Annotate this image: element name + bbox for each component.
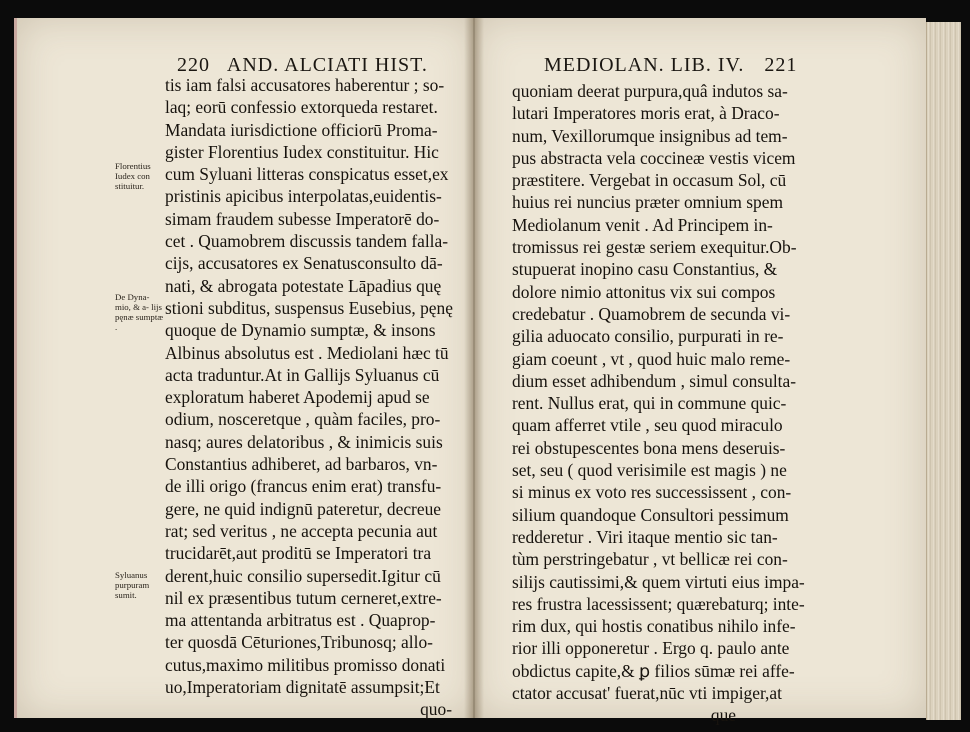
page-edges [926, 22, 961, 720]
text-line: si minus ex voto res successissent , con- [512, 482, 792, 503]
text-line: silijs cautissimi,& quem virtuti eius impa- [512, 571, 805, 592]
text-line: obdictus capite,& ꝑ filios sūmæ rei affe- [512, 660, 795, 681]
text-line: exploratum haberet Apodemij apud se [165, 387, 430, 408]
left-page [14, 18, 475, 718]
text-line: nati, & abrogata potestate Lāpadius quę [165, 275, 442, 296]
text-line: credebatur . Quamobrem de secunda vi- [512, 303, 791, 324]
text-line: huius rei nuncius præter omnium spem [512, 192, 783, 213]
text-line: giam coeunt , vt , quod huic malo reme- [512, 348, 791, 369]
text-line: silium quandoque Consultori pessimum [512, 504, 789, 525]
text-line: quoniam deerat purpura,quâ indutos sa- [512, 81, 788, 101]
text-line: dolore nimio attonitus vix sui compos [512, 281, 776, 302]
text-line: num, Vexillorumque insignibus ad tem- [512, 125, 788, 146]
left-page-number: 220 [177, 54, 210, 76]
text-line: Albinus absolutus est . Mediolani hæc tū [165, 342, 449, 363]
text-line: rat; sed veritus , ne accepta pecunia aut [165, 520, 438, 541]
text-line: set, seu ( quod verisimile est magis ) ne [512, 460, 787, 481]
text-line: res frustra lacessissent; quærebaturq; inte- [512, 593, 805, 614]
text-line: cutus,maximo militibus promisso donati [165, 654, 446, 675]
right-page [474, 18, 926, 726]
text-line: uo,Imperatoriam dignitatē assumpsit;Et [165, 677, 440, 698]
text-line: acta traduntur.At in Gallijs Syluanus cū [165, 364, 440, 385]
text-line: laq; eorū confessio extorqueda restaret. [165, 97, 438, 118]
text-line: Mandata iurisdictione officiorū Proma- [165, 119, 438, 140]
text-line: lutari Imperatores moris erat, à Draco- [512, 103, 780, 124]
text-line: Mediolanum venit . Ad Principem in- [512, 214, 773, 235]
text-line: cijs, accusatores ex Senatusconsulto dā- [165, 253, 443, 274]
text-line: Constantius adhiberet, ad barbaros, vn- [165, 454, 438, 475]
text-line: ctator accusat' fuerat,nūc vti impiger,at [512, 683, 782, 704]
text-line: rei obstupescentes bona mens deseruis- [512, 437, 786, 458]
text-line: odium, nosceretque , quàm faciles, pro- [165, 409, 441, 430]
text-line: gister Florentius Iudex constituitur. Hic [165, 141, 439, 162]
right-page-number: 221 [764, 54, 798, 76]
text-line: ma attentanda arbitratus est . Quaprop- [165, 610, 436, 631]
text-line: cet . Quamobrem discussis tandem falla- [165, 231, 448, 252]
margin-note-florentius: Florentius Iudex con stituitur. [115, 161, 151, 191]
text-line: derent,huic consilio supersedit.Igitur cū [165, 565, 441, 586]
text-line: cum Syluani litteras conspicatus esset,ex [165, 164, 449, 185]
right-running-head [544, 54, 797, 77]
left-head-title: AND. ALCIATI HIST. [226, 54, 428, 76]
right-head-title: MEDIOLAN. LIB. IV. [544, 54, 745, 76]
text-line: pus abstracta vela coccineæ vestis vicem [512, 147, 796, 168]
text-line: nasq; aures delatoribus , & inimicis suis [165, 431, 443, 452]
text-line: pristinis apicibus interpolatas,euidentis- [165, 186, 442, 207]
margin-note-dynamio: De Dyna- mio, & a- lijs pęnæ sumptæ . [115, 292, 164, 332]
text-line: gilia aduocato consilio, purpurati in re- [512, 326, 784, 347]
text-line: nil ex præsentibus tutum cerneret,extre- [165, 587, 442, 608]
right-body-text [512, 80, 822, 727]
text-line: ter quosdā Cēturiones,Tribunosq; allo- [165, 632, 433, 653]
left-catchword: quo- [420, 699, 452, 720]
text-line: rent. Nullus erat, qui in commune quic- [512, 393, 787, 414]
left-body-text [165, 74, 470, 721]
text-line: simam fraudem subesse Imperatorē do- [165, 208, 440, 229]
text-line: tis iam falsi accusatores haberentur ; so- [165, 75, 445, 95]
text-line: trucidarēt,aut proditū se Imperatori tra [165, 543, 432, 564]
text-line: dium esset adhibendum , simul consulta- [512, 370, 797, 391]
right-catchword: que [710, 705, 736, 726]
text-line: præstitere. Vergebat in occasum Sol, cū [512, 170, 787, 191]
text-line: redderetur . Viri itaque mentio sic tan- [512, 526, 778, 547]
book-gutter [464, 18, 484, 718]
text-line: de illi origo (francus enim erat) transfu- [165, 476, 442, 497]
text-line: quam afferret vtile , seu quod miraculo [512, 415, 783, 436]
text-line: gere, ne quid indignū pateretur, decreue [165, 498, 441, 519]
text-line: rim dux, qui hostis conatibus nihilo infe- [512, 616, 796, 637]
text-line: tromissus rei gestæ seriem exequitur.Ob- [512, 237, 797, 258]
book-spread [6, 10, 964, 726]
text-line: quoque de Dynamio sumptæ, & insons [165, 320, 436, 341]
text-line: tùm perstringebatur , vt bellicæ rei con- [512, 549, 788, 570]
text-line: stioni subditus, suspensus Eusebius, pęnę [165, 297, 453, 318]
text-line: rior illi opponeretur . Ergo q. paulo ante [512, 638, 790, 659]
text-line: stupuerat inopino casu Constantius, & [512, 259, 778, 280]
margin-note-syluanus: Syluanus purpuram sumit. [115, 570, 150, 600]
